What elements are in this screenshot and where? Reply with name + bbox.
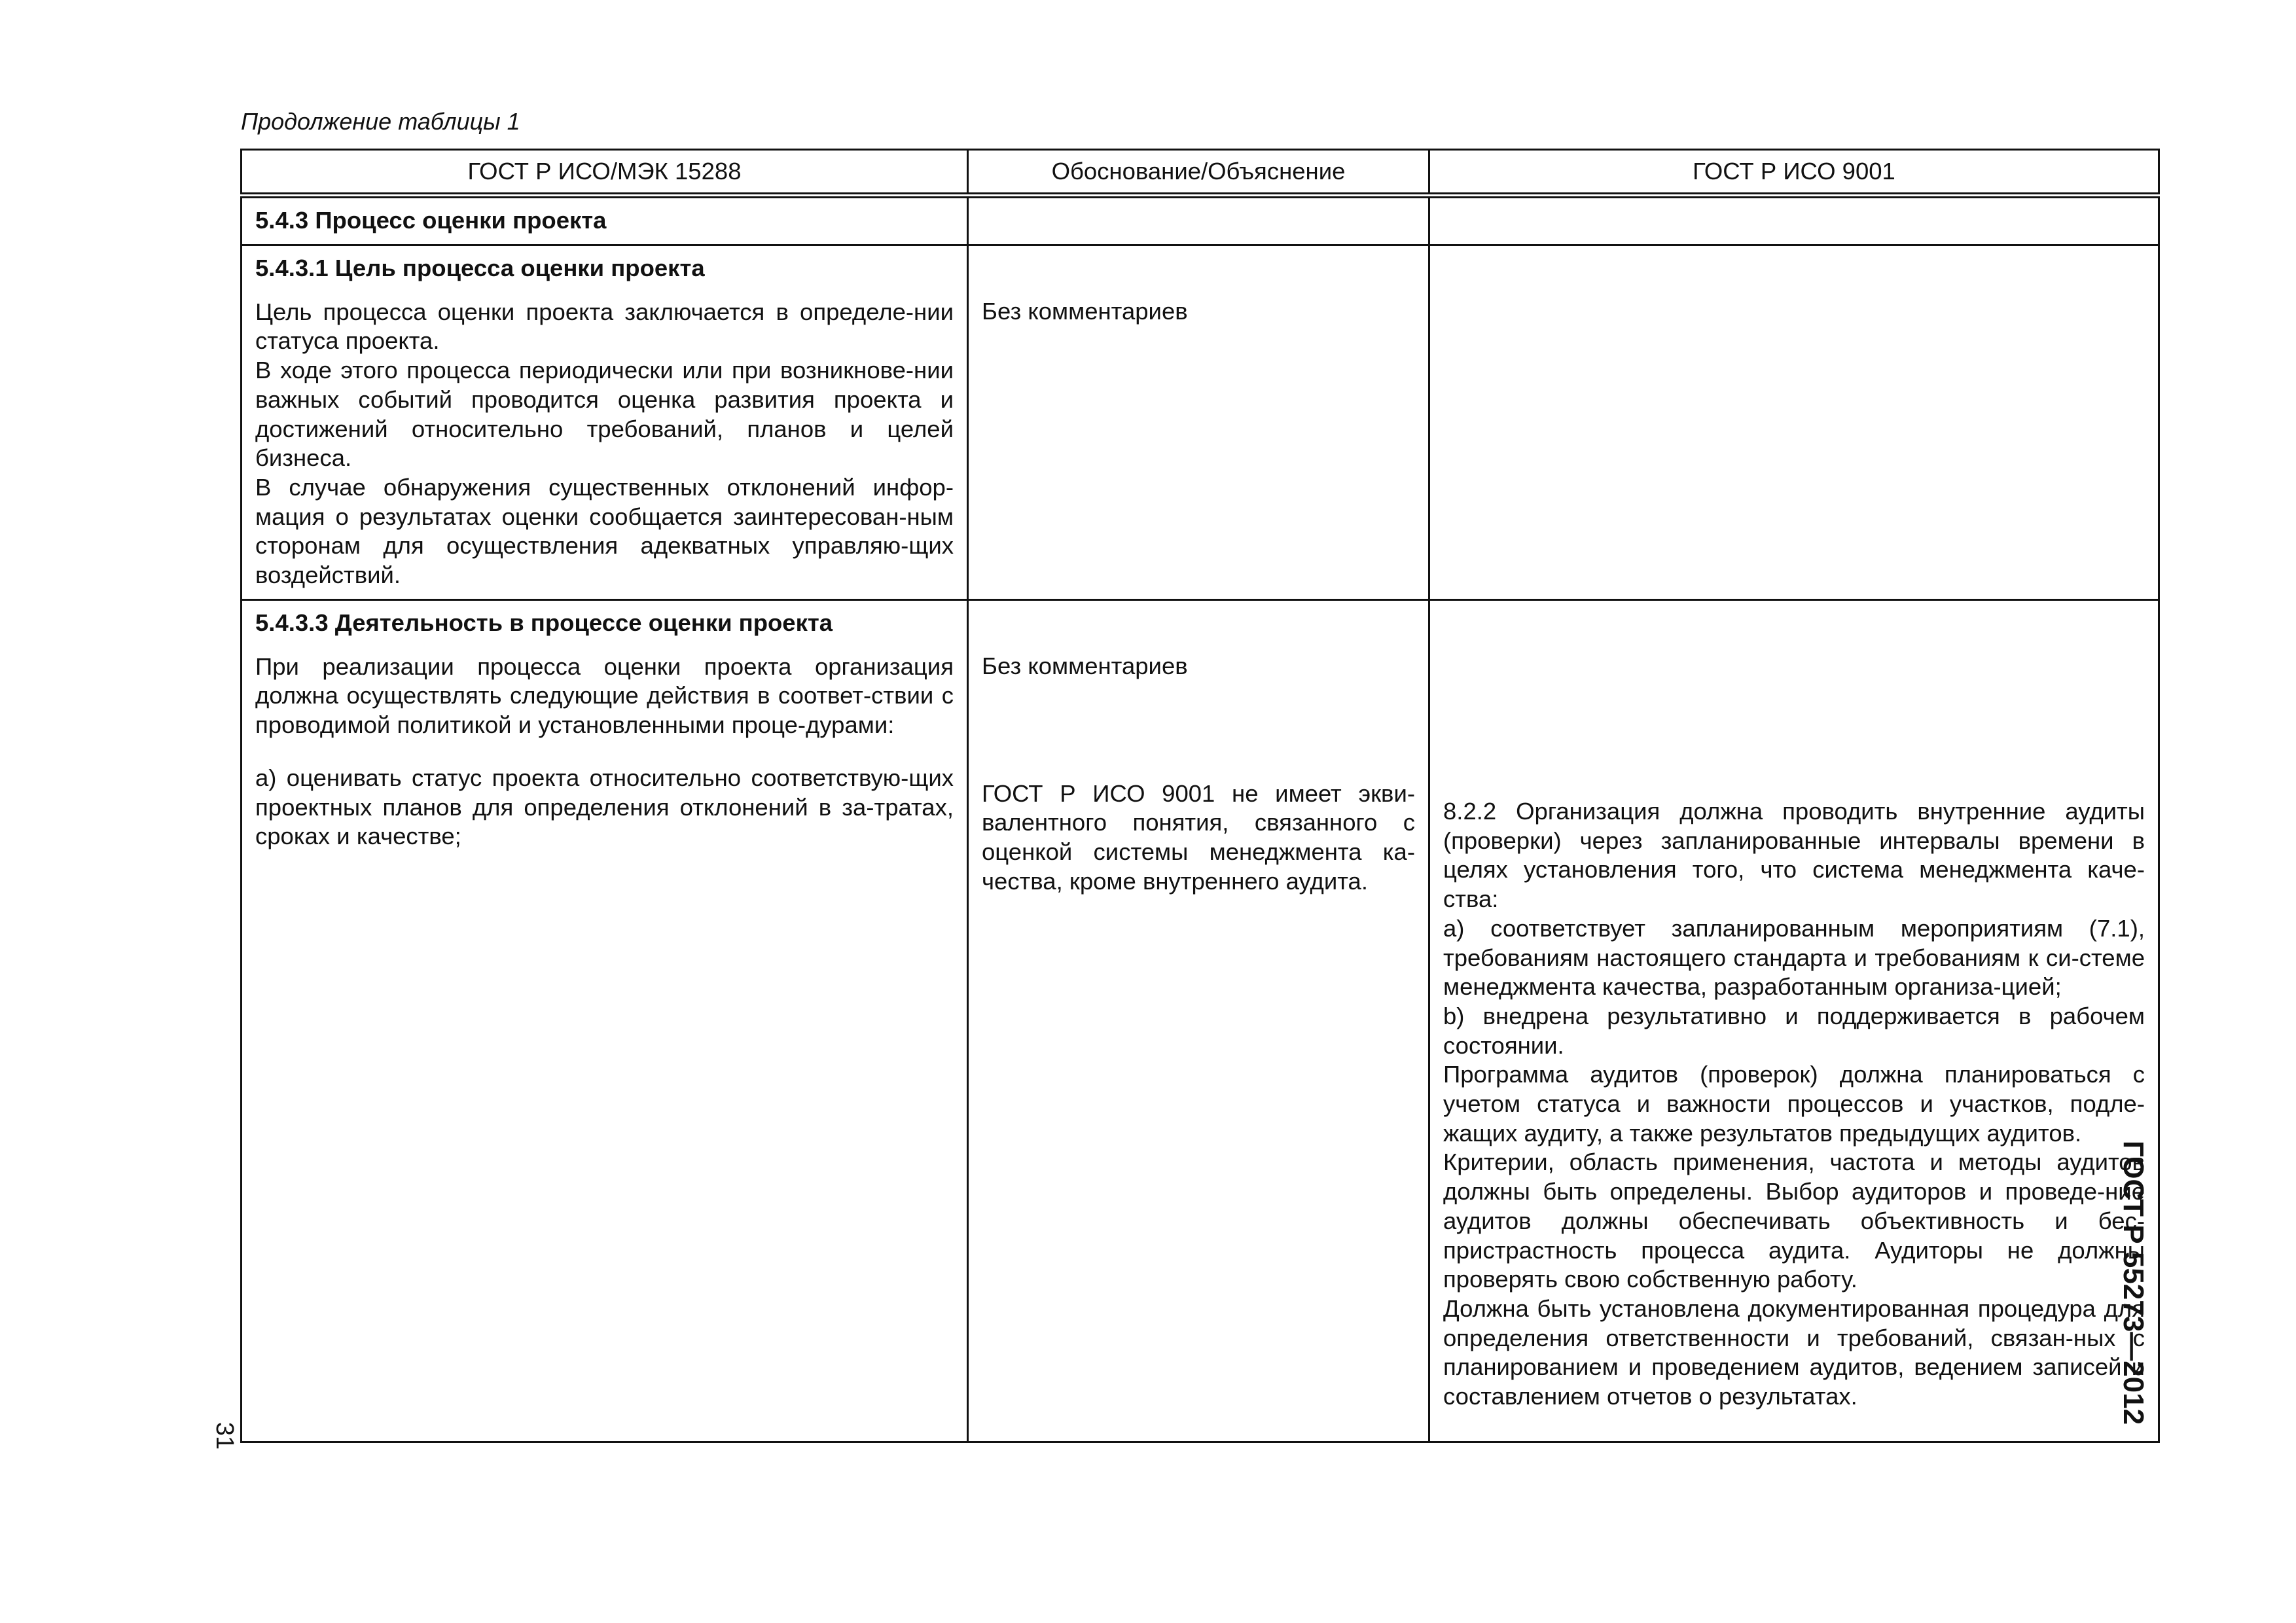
empty-cell <box>968 196 1429 245</box>
section-5431-paragraph: В ходе этого процесса периодически или при возникнове-нии важных событий проводится оценка развития проекта и достижений относительно требований, планов и целей бизнеса. <box>255 357 954 472</box>
item-a-comment: ГОСТ Р ИСО 9001 не имеет экви-валентного понятия, связанного с оценкой системы менеджмента ка-чества, кроме внутреннего аудита. <box>982 779 1415 895</box>
empty-cell <box>1429 196 2159 245</box>
iso9001-paragraph: 8.2.2 Организация должна проводить внутренние аудиты (проверки) через запланированные интервалы времени в целях установления того, что система менеджмента каче-ства: <box>1443 798 2145 913</box>
section-heading-text: 5.4.3 Процесс оценки проекта <box>255 207 607 234</box>
section-heading-543 <box>242 196 968 245</box>
comment-cell <box>968 245 1429 600</box>
iso9001-paragraph: Должна быть установлена документированная процедура для определения ответственности и требований, связан-ных с планированием и проведением аудитов, ведением записей и составлением отчетов о результатах. <box>1443 1294 2145 1410</box>
section-5433-cell <box>242 600 968 1442</box>
header-gost-15288: ГОСТ Р ИСО/МЭК 15288 <box>242 150 968 196</box>
section-heading-5431: 5.4.3.1 Цель процесса оценки проекта <box>255 255 705 281</box>
section-5431-paragraph: Цель процесса оценки проекта заключается в определе-нии статуса проекта. <box>255 298 954 355</box>
section-heading-5433: 5.4.3.3 Деятельность в процессе оценки проекта <box>255 609 833 636</box>
iso9001-paragraph: а) соответствует запланированным мероприятиям (7.1), требованиям настоящего стандарта и требованиям к си-стеме менеджмента качества, разработанным организа-цией; <box>1443 914 2145 1001</box>
table-row <box>242 245 2159 600</box>
page-number: 31 <box>211 1421 239 1450</box>
table-row <box>242 196 2159 245</box>
table-header-row <box>242 150 2159 196</box>
section-5431-cell <box>242 245 968 600</box>
comment-text: Без комментариев <box>982 652 1188 679</box>
iso9001-paragraph: Критерии, область применения, частота и методы аудитов должны быть определены. Выбор аудиторов и проведе-ние аудитов должны обеспечивать объективность и бес-пристрастность процесса аудита. Аудиторы не должны проверять свою собственную работу. <box>1443 1149 2145 1293</box>
item-a-text: а) оценивать статус проекта относительно соответствую-щих проектных планов для определения отклонений в за-тратах, сроках и качестве; <box>255 764 954 850</box>
document-designation: ГОСТ Р 55273—2012 <box>2117 1140 2149 1425</box>
comment-text: Без комментариев <box>982 298 1188 325</box>
iso9001-paragraph: Программа аудитов (проверок) должна планироваться с учетом статуса и важности процессов и участков, подле-жащих аудиту, а также результатов предыдущих аудитов. <box>1443 1061 2145 1147</box>
comment-cell <box>968 600 1429 1442</box>
section-5431-paragraph: В случае обнаружения существенных отклонений инфор-мация о результатах оценки сообщается заинтересован-ным сторонам для осуществления адекватных управляю-щих воздействий. <box>255 473 954 589</box>
iso9001-cell <box>1429 600 2159 1442</box>
iso9001-paragraph: b) внедрена результативно и поддерживается в рабочем состоянии. <box>1443 1002 2145 1059</box>
table-caption: Продолжение таблицы 1 <box>241 108 520 135</box>
empty-cell <box>1429 245 2159 600</box>
header-justification: Обоснование/Объяснение <box>968 150 1429 196</box>
table-row <box>242 600 2159 1442</box>
section-5433-intro: При реализации процесса оценки проекта организация должна осуществлять следующие действия в соответ-ствии с проводимой политикой и установленными проце-дурами: <box>255 652 954 739</box>
comparison-table <box>240 149 2160 1443</box>
header-gost-9001: ГОСТ Р ИСО 9001 <box>1429 150 2159 196</box>
